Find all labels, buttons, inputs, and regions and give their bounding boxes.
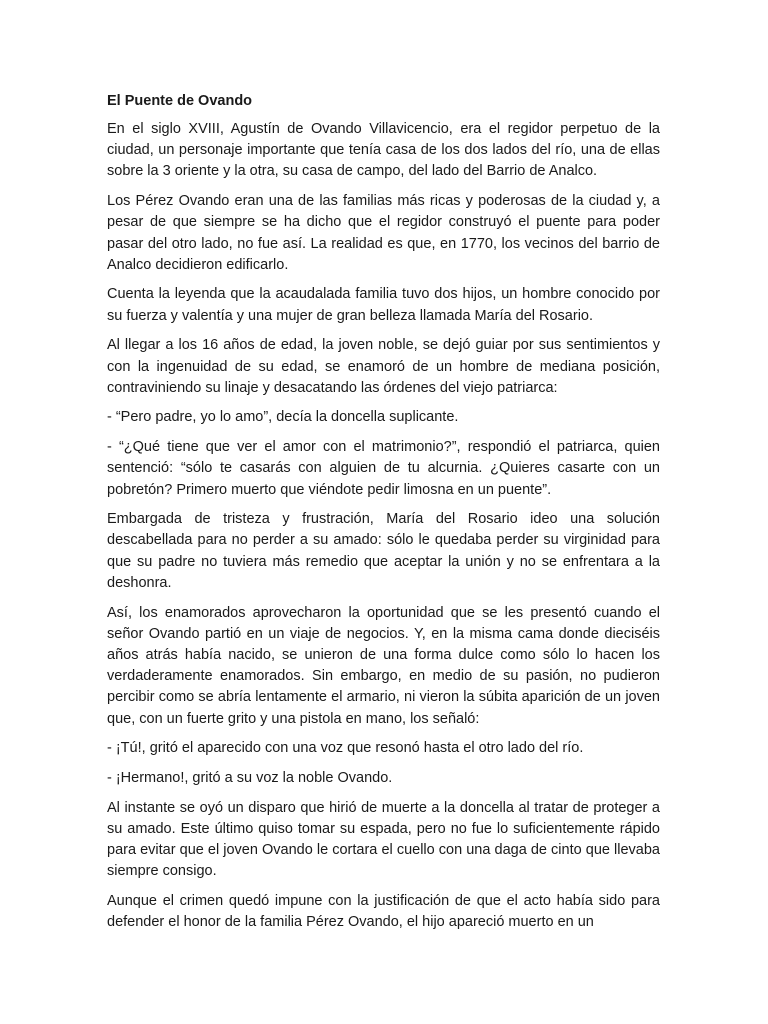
document-title: El Puente de Ovando xyxy=(107,93,253,109)
dialogue-line: - “¿Qué tiene que ver el amor con el matrimonio?”, respondió el patriarca, quien sentenció: “sólo te casarás con alguien de tu alcurnia. ¿Quieres casarte con un pobretón? Primero muerto que viéndote pedir limosna en un puente”. xyxy=(107,439,660,498)
paragraph-lovers: Así, los enamorados aprovecharon la oportunidad que se les presentó cuando el señor Ovando partió en un viaje de negocios. Y, en la misma cama donde dieciséis años atrás había nacido, se unieron de una forma dulce como sólo lo hacen los verdaderamente enamorados. Sin embargo, en medio de su pasión, no pudieron percibir como se abría lentamente el armario, ni vieron la súbita aparición de un joven que, con un fuerte grito y una pistola en mano, los señaló: xyxy=(107,604,660,727)
dialogue-line: - ¡Tú!, gritó el aparecido con una voz que resonó hasta el otro lado del río. xyxy=(107,740,584,757)
paragraph-legend: Cuenta la leyenda que la acaudalada familia tuvo dos hijos, un hombre conocido por su fuerza y valentía y una mujer de gran belleza llamada María del Rosario. xyxy=(107,286,660,324)
document-page xyxy=(107,91,660,933)
paragraph-plan: Embargada de tristeza y frustración, María del Rosario ideo una solución descabellada para no perder a su amado: sólo le quedaba perder su virginidad para que su padre no tuviera más remedio que aceptar la unión y no se enfrentara a la deshonra. xyxy=(107,511,660,591)
dialogue-line: - ¡Hermano!, gritó a su voz la noble Ovando. xyxy=(107,769,393,786)
paragraph-ending: Aunque el crimen quedó impune con la justificación de que el acto había sido para defender el honor de la familia Pérez Ovando, el hijo apareció muerto en un xyxy=(107,893,660,931)
dialogue-line: - “Pero padre, yo lo amo”, decía la doncella suplicante. xyxy=(107,409,459,426)
paragraph-family: Los Pérez Ovando eran una de las familias más ricas y poderosas de la ciudad y, a pesar de que siempre se ha dicho que el regidor construyó el puente para poder pasar del otro lado, no fue así. La realidad es que, en 1770, los vecinos del barrio de Analco decidieron edificarlo. xyxy=(107,193,660,273)
paragraph-intro: En el siglo XVIII, Agustín de Ovando Villavicencio, era el regidor perpetuo de la ciudad, un personaje importante que tenía casa de los dos lados del río, una de ellas sobre la 3 oriente y la otra, su casa de campo, del lado del Barrio de Analco. xyxy=(107,121,660,180)
paragraph-sixteen: Al llegar a los 16 años de edad, la joven noble, se dejó guiar por sus sentimientos y con la ingenuidad de su edad, se enamoró de un hombre de mediana posición, contraviniendo su linaje y desacatando las órdenes del viejo patriarca: xyxy=(107,337,660,396)
paragraph-shot: Al instante se oyó un disparo que hirió de muerte a la doncella al tratar de proteger a su amado. Este último quiso tomar su espada, pero no fue lo suficientemente rápido para evitar que el joven Ovando le cortara el cuello con una daga de cinto que llevaba siempre consigo. xyxy=(107,799,660,880)
